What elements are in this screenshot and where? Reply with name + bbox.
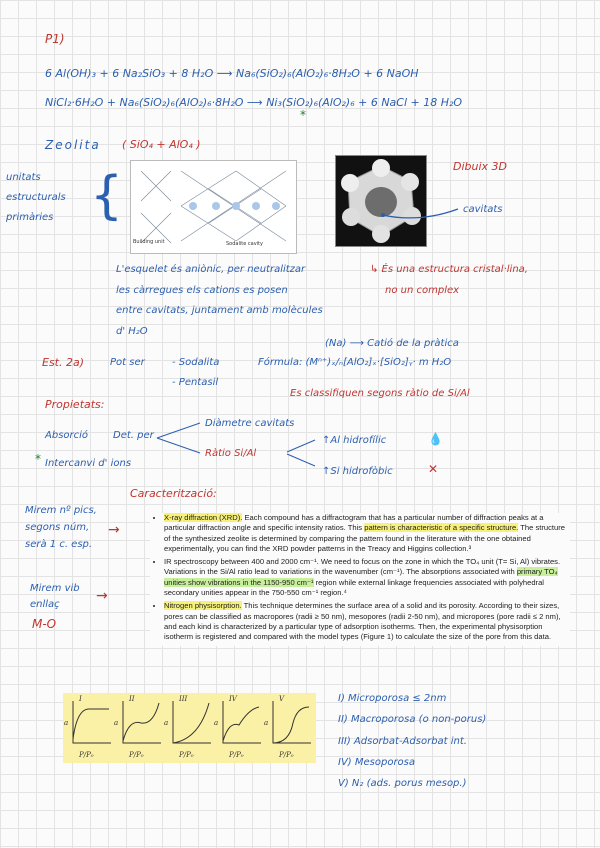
intercanvi: Intercanvi d' ions	[45, 458, 132, 469]
cavitats-arrow-icon	[380, 195, 460, 225]
dibuix-3d-label: Dibuix 3D	[453, 160, 508, 173]
iso-axis-3: P/P₀	[179, 751, 194, 759]
esquelet-line-4: d' H₂O	[116, 326, 148, 337]
m-o-label: M-O	[32, 617, 57, 631]
ir-text-2: region while external linkage frequencies associated with polyhedral secondary unities appear in the 750-550 cm⁻¹ region.⁴	[164, 577, 544, 598]
n2-text: This technique determines the surface area of a solid and its porosity. According to their sizes, pores can be classified as macropores (radii ≥ 50 nm), mesopores (radii 2-50 nm), and micropores (pore radii ≤ 2 nm), and each kind is characterized by a particular type of adsorption isotherms. Then, the experimental physisorption isotherm is registered and compared with the model types (Figure 1) to calculate the size of the pore from this data.	[164, 601, 561, 642]
cavitats-label: cavitats	[463, 204, 503, 215]
iso-type-III: III	[179, 695, 188, 703]
formula: Fórmula: (Mⁿ⁺)ₓ/ₙ[AlO₂]ₓ·[SiO₂]ᵧ· m H₂O	[258, 357, 452, 368]
ir-item	[164, 557, 570, 598]
type-IV: IV) Mesoporosa	[338, 757, 416, 768]
iso-a-label-2: a	[114, 719, 119, 727]
iso-axis-4: P/P₀	[229, 751, 244, 759]
isotherm-I	[69, 699, 113, 747]
water-drop-icon: 💧	[428, 432, 443, 446]
branch-arrows-icon	[155, 418, 205, 458]
isotherm-III	[169, 699, 213, 747]
caracteritzacio-title: Caracterització:	[130, 487, 217, 500]
brace-icon: {	[90, 166, 124, 226]
iso-type-IV: IV	[229, 695, 237, 703]
isotherm-IV	[219, 699, 263, 747]
ir-text: IR spectroscopy between 400 and 2000 cm⁻¹. We need to focus on the zone in which the TO₄ unit (T= Si, Al) vibrates. Variations in the Si/Al ratio lead to variations in the wavenumber (cm⁻¹). The absorptions associated with	[164, 557, 561, 577]
xrd-item	[164, 513, 570, 554]
isotherm-V	[269, 699, 313, 747]
iso-type-II: II	[129, 695, 135, 703]
arrow-right-icon: →	[108, 522, 120, 538]
printed-excerpt	[150, 513, 570, 646]
arrow-right-icon-2: →	[96, 588, 108, 604]
absorcio: Absorció	[45, 430, 89, 441]
xrd-text: Each compound has a diffractogram that has a particular number of diffraction peaks at a particular diffraction angle and specific intensity ratios. This	[164, 513, 544, 533]
xrd-label: X-ray diffraction (XRD).	[164, 513, 243, 522]
al-hidrofilic: ↑Al hidrofílic	[322, 435, 387, 446]
pentasil: - Pentasil	[172, 377, 219, 388]
ratio: Ràtio Si/Al	[205, 448, 257, 459]
sodalita: - Sodalita	[172, 357, 220, 368]
type-V: V) N₂ (ads. porus mesop.)	[338, 778, 467, 789]
zeolita-title: Zeolita	[45, 138, 101, 152]
no-water-icon: ✕	[428, 462, 439, 476]
n2-item	[164, 601, 570, 642]
propietats-title: Propietats:	[45, 398, 105, 411]
iso-a-label-5: a	[264, 719, 269, 727]
classif-note: Es classifiquen segons ràtio de Si/Al	[290, 388, 470, 399]
estructura-line-2: no un complex	[385, 285, 460, 296]
mirem-pics-1: Mirem nº pics,	[25, 505, 97, 516]
type-I: I) Microporosa ≤ 2nm	[338, 693, 447, 704]
na-note: (Na) ⟶ Catió de la pràtica	[325, 338, 459, 349]
esquelet-line-2: les càrregues els cations es posen	[116, 285, 288, 296]
equation-2: NiCl₂·6H₂O + Na₆(SiO₂)₆(AlO₂)₆·8H₂O ⟶ Ni₃(SiO₂)₆(AlO₂)₆ + 6 NaCl + 18 H₂O	[45, 96, 463, 109]
zeolita-formula: ( SiO₄ + AlO₄ )	[122, 138, 201, 151]
star-icon: *	[300, 108, 306, 122]
unitats-line-1: unitats	[6, 172, 41, 183]
isotherm-figure	[63, 693, 316, 763]
mirem-vib-1: Mirem vib	[30, 583, 80, 594]
unitats-line-3: primàries	[6, 212, 54, 223]
type-II: II) Macroporosa (o non-porus)	[338, 714, 487, 725]
structure-figure	[130, 160, 297, 254]
pot-ser: Pot ser	[110, 357, 145, 368]
structure-label: Building unit	[133, 239, 165, 245]
ratio-arrows-icon	[285, 432, 320, 472]
isotherm-II	[119, 699, 163, 747]
xrd-highlight: pattern is characteristic of a specific structure.	[364, 523, 519, 533]
mirem-pics-3: serà 1 c. esp.	[25, 539, 93, 550]
mirem-pics-2: segons núm,	[25, 522, 90, 533]
esquelet-line-3: entre cavitats, juntament amb molècules	[116, 305, 323, 316]
equation-1: 6 Al(OH)₃ + 6 Na₂SiO₃ + 8 H₂O ⟶ Na₆(SiO₂)₆(AlO₂)₆·8H₂O + 6 NaOH	[45, 67, 419, 80]
iso-axis-1: P/P₀	[79, 751, 94, 759]
structure-label-2: Sodalite cavity	[226, 241, 263, 247]
iso-type-I: I	[79, 695, 82, 703]
unitats-line-2: estructurals	[6, 192, 66, 203]
det-per: Det. per	[113, 430, 154, 441]
section-p1: P1)	[45, 32, 65, 46]
iso-type-V: V	[279, 695, 285, 703]
iso-a-label-1: a	[64, 719, 69, 727]
mirem-vib-2: enllaç	[30, 599, 60, 610]
xrd-text-2: The structure of the synthesized zeolite is determined by comparing the pattern found in the literature with the one obtained experimentally, you can find the XRD powder patterns in the Treacy and Higgins collection.³	[164, 523, 566, 553]
si-hidrofobic: ↑Si hidrofòbic	[322, 466, 393, 477]
iso-axis-2: P/P₀	[129, 751, 144, 759]
diametre: Diàmetre cavitats	[205, 418, 295, 429]
esquelet-line-1: L'esquelet és aniònic, per neutralitzar	[116, 264, 306, 275]
iso-axis-5: P/P₀	[279, 751, 294, 759]
type-III: III) Adsorbat-Adsorbat int.	[338, 736, 467, 747]
iso-a-label-4: a	[214, 719, 219, 727]
estructura-line-1: ↳ És una estructura cristal·lina,	[370, 264, 528, 275]
est-2a: Est. 2a)	[42, 356, 85, 369]
star-icon-2: *	[35, 452, 41, 466]
n2-label: Nitrogen physisorption.	[164, 601, 242, 611]
iso-a-label-3: a	[164, 719, 169, 727]
ir-highlight: primary TO₄ unities show vibrations in the 1150-950 cm⁻¹	[164, 567, 558, 587]
